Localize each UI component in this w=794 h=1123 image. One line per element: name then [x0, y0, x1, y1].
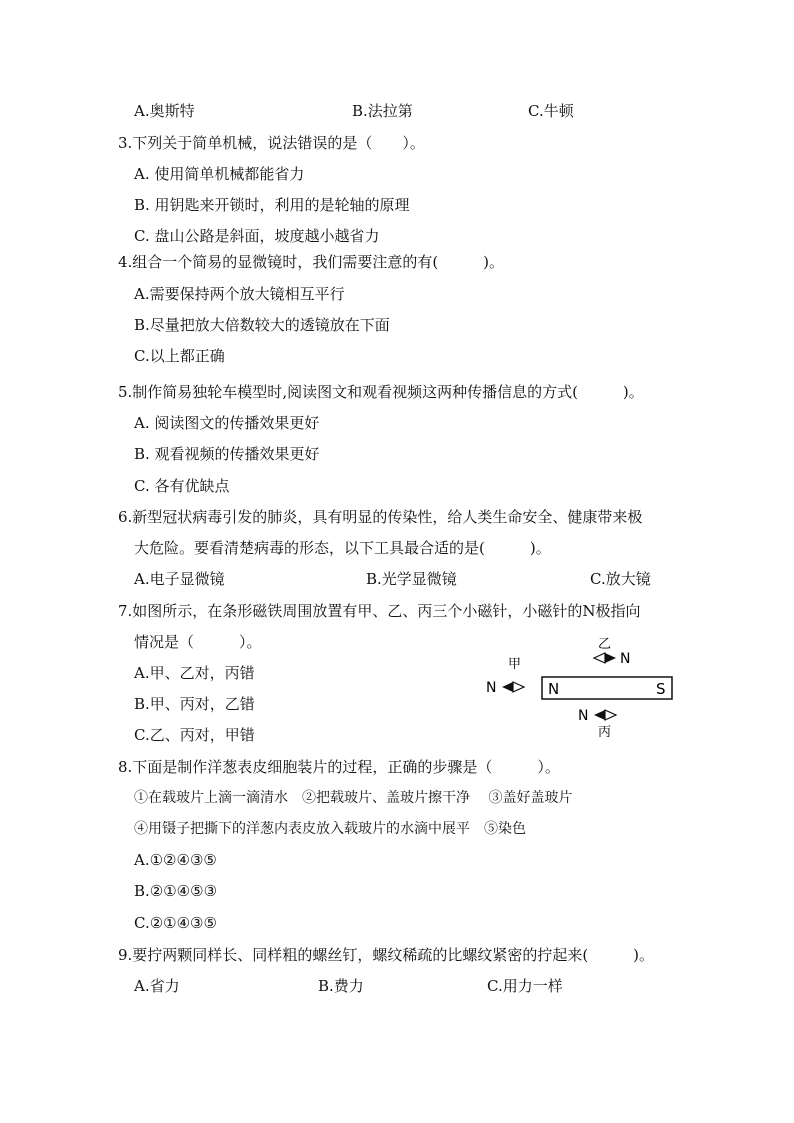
q5-option-c: C. 各有优缺点 — [134, 477, 230, 495]
magnet-s-label: S — [656, 680, 666, 698]
q7-option-c: C.乙、丙对，甲错 — [134, 726, 255, 744]
q8-option-c: C.②①④③⑤ — [134, 914, 217, 932]
q3-option-a: A. 使用简单机械都能省力 — [134, 165, 305, 183]
q9-stem: 9.要拧两颗同样长、同样粗的螺丝钉，螺纹稀疏的比螺纹紧密的拧起来( )。 — [118, 946, 655, 964]
magnet-n-label: N — [548, 680, 560, 698]
needle-bing-n-label: N — [578, 708, 589, 724]
q6-stem-line1: 6.新型冠状病毒引发的肺炎，具有明显的传染性，给人类生命安全、健康带来极 — [118, 508, 643, 526]
q8-stem: 8.下面是制作洋葱表皮细胞装片的过程，正确的步骤是（ ）。 — [118, 758, 560, 776]
bar-magnet — [542, 677, 672, 699]
q3-option-b: B. 用钥匙来开锁时，利用的是轮轴的原理 — [134, 196, 410, 214]
q9-option-c: C.用力一样 — [487, 977, 563, 995]
needle-bing — [594, 710, 616, 720]
q7-option-a: A.甲、乙对，丙错 — [134, 664, 255, 682]
q8-steps-line1: ①在载玻片上滴一滴清水 ②把载玻片、盖玻片擦干净 ③盖好盖玻片 — [134, 790, 573, 806]
q6-option-c: C.放大镜 — [590, 570, 651, 588]
q6-option-b: B.光学显微镜 — [366, 570, 457, 588]
needle-yi-label: 乙 — [598, 637, 612, 652]
q7-stem-line2: 情况是（ ）。 — [134, 633, 262, 651]
q6-stem-line2: 大危险。要看清楚病毒的形态，以下工具最合适的是( )。 — [134, 539, 551, 557]
q8-steps-line2: ④用镊子把撕下的洋葱内表皮放入载玻片的水滴中展平 ⑤染色 — [134, 821, 526, 837]
q5-stem: 5.制作简易独轮车模型时,阅读图文和观看视频这两种传播信息的方式( )。 — [118, 383, 644, 401]
q9-option-b: B.费力 — [318, 977, 364, 995]
q5-option-b: B. 观看视频的传播效果更好 — [134, 445, 320, 463]
needle-jia-n-label: N — [486, 680, 497, 696]
needle-yi-n-label: N — [620, 651, 631, 667]
q8-option-b: B.②①④⑤③ — [134, 882, 218, 900]
q4-option-c: C.以上都正确 — [134, 347, 225, 365]
q8-option-a: A.①②④③⑤ — [134, 851, 217, 869]
needle-jia-label: 甲 — [508, 657, 522, 672]
q4-option-a: A.需要保持两个放大镜相互平行 — [134, 285, 345, 303]
magnet-diagram — [480, 632, 680, 742]
q4-stem: 4.组合一个简易的显微镜时，我们需要注意的有( )。 — [118, 253, 505, 271]
q9-option-a: A.省力 — [134, 977, 180, 995]
needle-yi — [594, 653, 616, 663]
q5-option-a: A. 阅读图文的传播效果更好 — [134, 414, 320, 432]
needle-jia — [502, 682, 524, 692]
q2-option-b: B.法拉第 — [352, 102, 413, 120]
q3-option-c: C. 盘山公路是斜面，坡度越小越省力 — [134, 227, 380, 245]
q2-option-a: A.奥斯特 — [134, 102, 195, 120]
q2-option-c: C.牛顿 — [528, 102, 574, 120]
q6-option-a: A.电子显微镜 — [134, 570, 225, 588]
q7-stem-line1: 7.如图所示，在条形磁铁周围放置有甲、乙、丙三个小磁针，小磁针的N极指向 — [118, 602, 641, 620]
q3-stem: 3.下列关于简单机械，说法错误的是（ ）。 — [118, 134, 425, 152]
q4-option-b: B.尽量把放大倍数较大的透镜放在下面 — [134, 316, 390, 334]
q7-option-b: B.甲、丙对，乙错 — [134, 695, 255, 713]
needle-bing-label: 丙 — [598, 725, 612, 740]
